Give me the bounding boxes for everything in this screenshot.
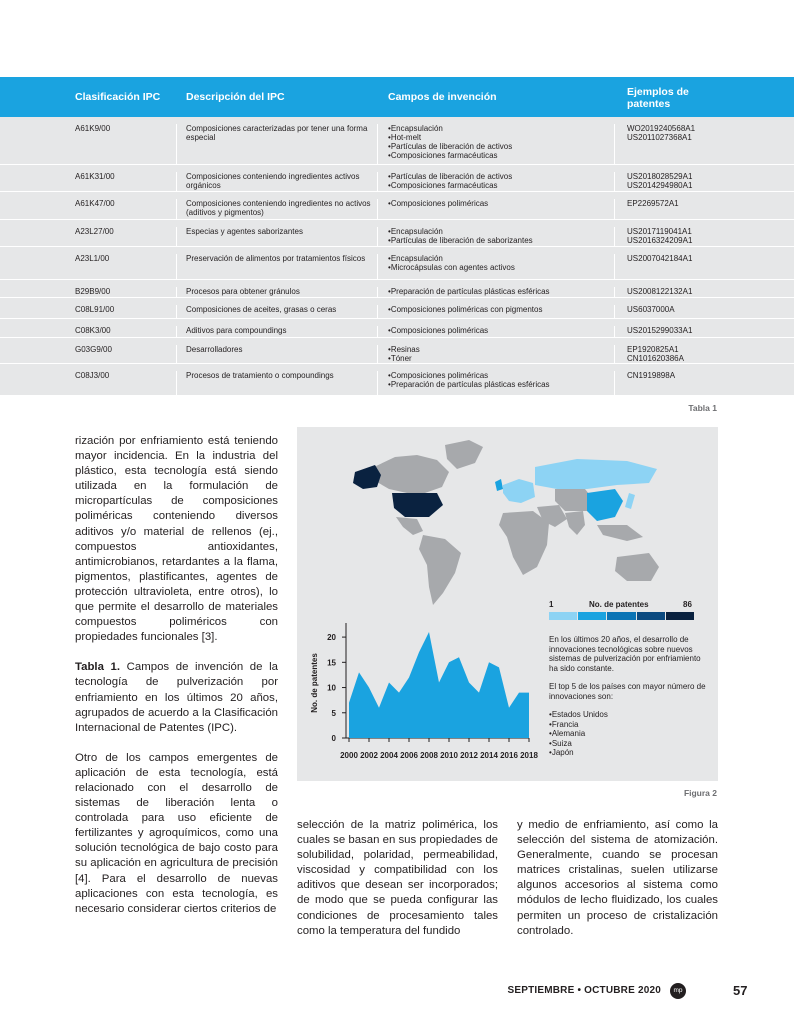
field-item: • Composiciones poliméricas	[388, 326, 613, 335]
field-item: • Composiciones farmacéuticas	[388, 181, 613, 190]
table-cell-code: C08K3/00	[75, 326, 111, 335]
figure-text-p2: El top 5 de los países con mayor número de innovaciones son:	[549, 682, 706, 701]
table-cell-description: Composiciones conteniendo ingredientes no activos (aditivos y pigmentos)	[186, 199, 371, 217]
table-caption-paragraph	[75, 660, 278, 735]
column-divider	[614, 326, 615, 337]
map-russia	[535, 459, 657, 489]
table-cell-description: Composiciones caracterizadas por tener una forma especial	[186, 124, 368, 142]
map-southeast-asia	[597, 525, 643, 541]
patent-id: CN1919898A	[627, 371, 676, 380]
table-row	[0, 280, 794, 298]
column-divider	[377, 172, 378, 191]
x-tick-label: 2010	[440, 751, 458, 760]
figure-2	[297, 427, 718, 781]
world-map	[353, 440, 659, 605]
field-item: • Partículas de liberación de saborizantes	[388, 236, 613, 245]
table-cell-code: C08L91/00	[75, 305, 115, 314]
table-caption: Tabla 1	[688, 403, 717, 413]
table-cell-description: Desarrolladores	[186, 345, 243, 354]
table-row	[0, 247, 794, 280]
table-cell-patents	[627, 305, 675, 314]
patent-id: EP2269572A1	[627, 199, 679, 208]
patent-id: US2008122132A1	[627, 287, 693, 296]
table-body	[0, 117, 794, 396]
table-cell-patents	[627, 199, 679, 208]
field-item: • Preparación de partículas plásticas esféricas	[388, 380, 613, 389]
patent-id: US2016324209A1	[627, 236, 693, 245]
table-cell-patents	[627, 326, 692, 335]
header-fields: Campos de invención	[388, 91, 497, 103]
map-china	[587, 489, 623, 521]
table-cell-patents	[627, 227, 692, 245]
map-japan	[625, 493, 635, 509]
y-axis-label: No. de patentes	[310, 653, 319, 713]
legend-swatch	[578, 612, 607, 620]
magazine-logo: mp	[670, 983, 686, 999]
y-tick-label: 15	[327, 658, 336, 668]
table-cell-code: A23L27/00	[75, 227, 114, 236]
table-cell-fields	[388, 199, 613, 208]
field-item: • Resinas	[388, 345, 613, 354]
table-cell-fields	[388, 254, 613, 272]
field-item: • Tóner	[388, 354, 613, 363]
table-cell-code: A61K47/00	[75, 199, 115, 208]
patent-id: US2011027368A1	[627, 133, 692, 142]
table-cell-code: G03G9/00	[75, 345, 112, 354]
table-cell-patents	[627, 124, 695, 142]
table-row	[0, 165, 794, 192]
table-cell-fields	[388, 124, 613, 160]
table-row	[0, 192, 794, 220]
caption-label: Tabla 1.	[75, 661, 121, 674]
country-item: • Alemania	[549, 729, 709, 739]
patent-id: US2015299033A1	[627, 326, 693, 335]
table-cell-code: A61K31/00	[75, 172, 115, 181]
x-tick-label: 2004	[380, 751, 398, 760]
figure-caption: Figura 2	[683, 788, 717, 798]
patent-id: US6037000A	[627, 305, 675, 314]
map-greenland	[445, 440, 483, 469]
legend-swatch	[549, 612, 578, 620]
patent-id: CN101620386A	[627, 354, 684, 363]
country-item: • Japón	[549, 748, 709, 758]
figure-text	[549, 635, 709, 758]
column-divider	[614, 305, 615, 318]
column-divider	[176, 371, 177, 395]
legend-max: 86	[683, 600, 692, 609]
y-tick-label: 5	[331, 708, 336, 718]
map-australia	[615, 553, 659, 581]
x-tick-label: 2016	[500, 751, 518, 760]
country-list	[549, 710, 709, 758]
map-africa	[499, 511, 549, 575]
column-divider	[614, 371, 615, 395]
column-divider	[614, 345, 615, 363]
field-item: • Encapsulación	[388, 227, 613, 236]
patent-id: US2007042184A1	[627, 254, 693, 263]
table-cell-fields	[388, 371, 613, 389]
y-tick-label: 20	[327, 633, 336, 643]
map-europe	[503, 479, 535, 503]
paragraph: y medio de enfriamiento, así como la selección del sistema de atomización. Generalmente, cuando se procesan matrices cristalinas, suelen utilizarse algunos accesorios al sistema como módulos de lecho fluidizado, los cuales permiten un proceso de cristalización controlado.	[517, 819, 718, 937]
column-divider	[176, 326, 177, 337]
y-tick-label: 0	[331, 734, 336, 743]
patent-id: US2018028529A1	[627, 172, 693, 181]
column-divider	[176, 199, 177, 219]
map-south-america	[419, 535, 461, 605]
y-tick-label: 10	[327, 683, 336, 693]
field-item: • Encapsulación	[388, 124, 613, 133]
field-item: • Microcápsulas con agentes activos	[388, 263, 613, 272]
table-cell-fields	[388, 227, 613, 245]
column-divider	[377, 371, 378, 395]
paragraph: rización por enfriamiento está teniendo mayor incidencia. En la industria del plástico, esta tecnología está siendo utilizada en la formulación de micropartículas de composiciones poliméricas conteniendo diversos aditivos y/o material de rellenos (ej., compuestos antioxidantes, antimicrobianos, retardantes a la flama, pigmentos, plastificantes, agentes de protección ultravioleta, entre otros), lo que permite el desarrollo de materiales compuestos poliméricos con propiedades funcionales [3].	[75, 435, 278, 644]
table-cell-fields	[388, 172, 613, 190]
map-mexico	[396, 517, 423, 535]
header-patents: Ejemplos de patentes	[627, 86, 689, 110]
patent-id: WO2019240568A1	[627, 124, 696, 133]
body-column-right	[517, 818, 718, 954]
table-row	[0, 364, 794, 396]
field-item: • Preparación de partículas plásticas esféricas	[388, 287, 613, 296]
page-footer	[0, 983, 794, 999]
area-chart	[310, 623, 538, 760]
table-cell-description: Composiciones conteniendo ingredientes activos orgánicos	[186, 172, 360, 190]
table-cell-patents	[627, 172, 692, 190]
x-tick-label: 2000	[340, 751, 358, 760]
field-item: • Composiciones poliméricas	[388, 371, 613, 380]
table-cell-fields	[388, 326, 613, 335]
column-divider	[377, 227, 378, 246]
table-cell-description: Composiciones de aceites, grasas o ceras	[186, 305, 337, 314]
x-tick-label: 2014	[480, 751, 498, 760]
map-usa	[392, 493, 443, 517]
column-divider	[176, 287, 177, 297]
column-divider	[377, 124, 378, 164]
table-cell-code: B29B9/00	[75, 287, 111, 296]
country-item: • Estados Unidos	[549, 710, 709, 720]
ipc-table	[0, 77, 794, 396]
issue-date: SEPTIEMBRE • OCTUBRE 2020	[507, 985, 661, 996]
x-tick-label: 2006	[400, 751, 418, 760]
map-canada	[374, 455, 449, 493]
table-row	[0, 117, 794, 165]
table-header	[0, 77, 794, 117]
column-divider	[176, 254, 177, 279]
column-divider	[176, 227, 177, 246]
x-tick-label: 2018	[520, 751, 538, 760]
table-cell-patents	[627, 287, 692, 296]
table-cell-description: Procesos para obtener gránulos	[186, 287, 300, 296]
legend-title: No. de patentes	[589, 600, 649, 609]
field-item: • Composiciones farmacéuticas	[388, 151, 613, 160]
country-item: • Suiza	[549, 739, 709, 749]
table-cell-fields	[388, 287, 613, 296]
field-item: • Partículas de liberación de activos	[388, 142, 613, 151]
patent-id: US2017119041A1	[627, 227, 692, 236]
field-item: • Encapsulación	[388, 254, 613, 263]
table-cell-patents	[627, 371, 675, 380]
x-tick-label: 2002	[360, 751, 378, 760]
table-cell-code: A23L1/00	[75, 254, 110, 263]
patent-id: EP1920825A1	[627, 345, 679, 354]
column-divider	[176, 305, 177, 318]
table-row	[0, 220, 794, 247]
chart-area	[349, 632, 529, 738]
column-divider	[176, 172, 177, 191]
column-divider	[377, 287, 378, 297]
table-cell-description: Preservación de alimentos por tratamientos físicos	[186, 254, 366, 263]
table-cell-patents	[627, 345, 684, 363]
field-item: • Composiciones poliméricas	[388, 199, 613, 208]
table-cell-fields	[388, 345, 613, 363]
column-divider	[176, 124, 177, 164]
table-cell-description: Aditivos para compoundings	[186, 326, 287, 335]
body-column-left	[75, 434, 278, 932]
table-cell-description: Especias y agentes saborizantes	[186, 227, 303, 236]
column-divider	[614, 172, 615, 191]
column-divider	[614, 287, 615, 297]
patent-id: US2014294980A1	[627, 181, 693, 190]
column-divider	[614, 199, 615, 219]
column-divider	[377, 254, 378, 279]
x-tick-label: 2012	[460, 751, 478, 760]
body-column-middle	[297, 818, 498, 954]
map-uk	[495, 479, 503, 491]
column-divider	[377, 326, 378, 337]
column-divider	[614, 227, 615, 246]
column-divider	[176, 345, 177, 363]
column-divider	[377, 305, 378, 318]
legend-swatch	[666, 612, 695, 620]
table-cell-description: Procesos de tratamiento o compoundings	[186, 371, 334, 380]
legend-min: 1	[549, 600, 554, 609]
field-item: • Partículas de liberación de activos	[388, 172, 613, 181]
field-item: • Composiciones poliméricas con pigmentos	[388, 305, 613, 314]
map-india	[565, 511, 585, 535]
table-cell-patents	[627, 254, 692, 263]
page-number: 57	[733, 983, 748, 998]
map-alaska	[353, 465, 381, 489]
table-row	[0, 298, 794, 319]
header-ipc: Clasificación IPC	[75, 91, 161, 103]
table-cell-code: C08J3/00	[75, 371, 110, 380]
column-divider	[377, 345, 378, 363]
country-item: • Francia	[549, 720, 709, 730]
column-divider	[614, 124, 615, 164]
table-cell-code: A61K9/00	[75, 124, 111, 133]
paragraph: Otro de los campos emergentes de aplicación de esta tecnología, está relacionado con el desarrollo de sistemas de liberación lenta o controlada para uso eficiente de fertilizantes y agroquímicos, como una solución tecnológica de bajo costo para su aplicación en agricultura de precisión [4]. Para el desarrollo de nuevas aplicaciones con esta tecnología, es necesario considerar ciertos criterios de	[75, 751, 278, 915]
paragraph: selección de la matriz polimérica, los cuales se basan en sus propiedades de solubilidad, polaridad, permeabilidad, viscosidad y compatibilidad con los aditivos que desean ser incorporados; de modo que se pueda configurar las condiciones de procesamiento tales como la temperatura del fundido	[297, 819, 498, 937]
legend-swatch	[607, 612, 636, 620]
header-description: Descripción del IPC	[186, 91, 285, 103]
column-divider	[377, 199, 378, 219]
legend-color-scale	[549, 612, 695, 620]
column-divider	[614, 254, 615, 279]
caption-text: Campos de invención de la tecnología de pulverización por enfriamiento en los últimos 20 años, agrupados de acuerdo a la Clasificación Internacional de Patentes (IPC).	[75, 661, 278, 734]
table-row	[0, 338, 794, 364]
figure-text-p1: En los últimos 20 años, el desarrollo de innovaciones tecnológicas sobre nuevos sistemas de pulverización por enfriamiento ha sido constante.	[549, 635, 701, 673]
legend-swatch	[637, 612, 666, 620]
table-cell-fields	[388, 305, 613, 314]
x-tick-label: 2008	[420, 751, 438, 760]
field-item: • Hot-melt	[388, 133, 613, 142]
table-row	[0, 319, 794, 338]
